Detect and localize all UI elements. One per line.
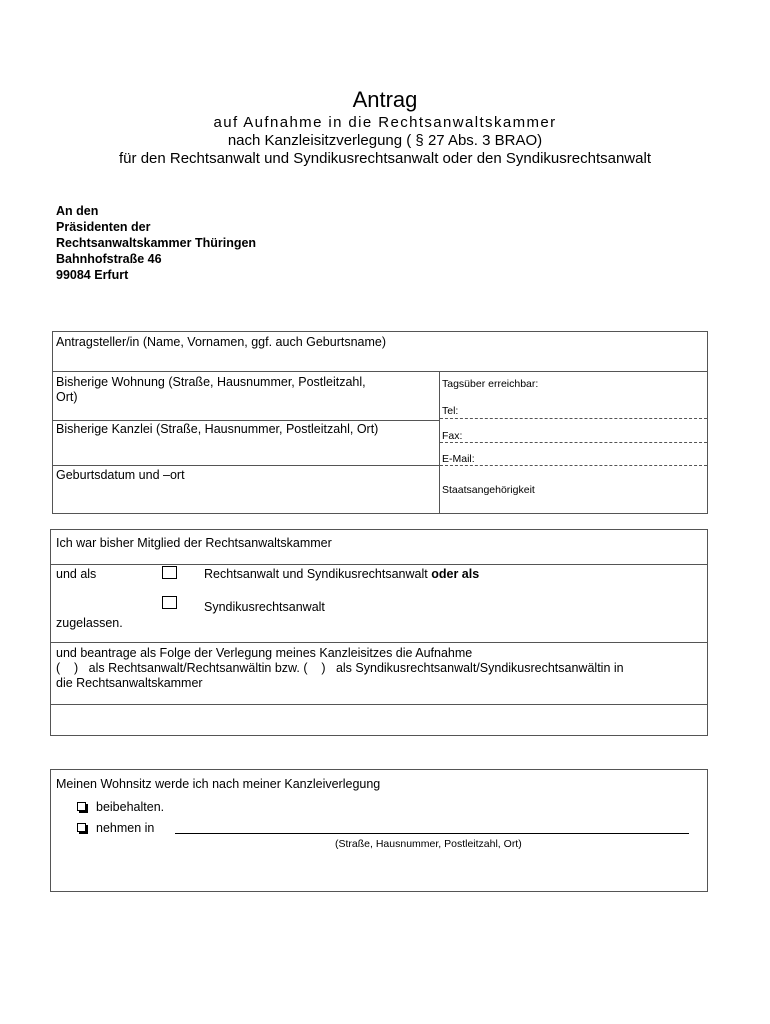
divider xyxy=(53,371,707,372)
divider xyxy=(53,465,440,466)
reachable-label: Tagsüber erreichbar: xyxy=(442,378,539,390)
residence-intro: Meinen Wohnsitz werde ich nach meiner Kanzleiverlegung xyxy=(56,777,381,791)
new-address-field[interactable] xyxy=(175,833,689,834)
application-text-line-2: ( ) als Rechtsanwalt/Rechtsanwältin bzw. ( ) als Syndikusrechtsanwalt/Syndikusrechtsanwältin in xyxy=(56,661,624,675)
residence-label: Bisherige Wohnung (Straße, Hausnummer, Postleitzahl, xyxy=(56,375,366,389)
keep-label: beibehalten. xyxy=(96,800,165,814)
form-subtitle-line-2: nach Kanzleisitzverlegung ( § 27 Abs. 3 BRAO) xyxy=(227,132,543,149)
dotted-line xyxy=(440,442,707,443)
option-syndikus-checkbox[interactable] xyxy=(162,596,177,609)
applicant-table xyxy=(52,331,708,514)
application-text-line-1: und beantrage als Folge der Verlegung meines Kanzleisitzes die Aufnahme xyxy=(56,646,473,660)
dotted-line xyxy=(440,418,707,419)
application-text-line-3: die Rechtsanwaltskammer xyxy=(56,676,203,690)
recipient-line: Bahnhofstraße 46 xyxy=(56,252,162,266)
option-rechtsanwalt-checkbox[interactable] xyxy=(162,566,177,579)
form-title: Antrag xyxy=(352,87,418,112)
applicant-name-label: Antragsteller/in (Name, Vornamen, ggf. auch Geburtsname) xyxy=(56,335,387,349)
dotted-line xyxy=(440,465,707,466)
membership-table xyxy=(50,529,708,736)
recipient-line: Präsidenten der xyxy=(56,220,151,234)
divider xyxy=(53,420,440,421)
previous-membership-label: Ich war bisher Mitglied der Rechtsanwaltskammer xyxy=(56,536,332,550)
take-checkbox[interactable] xyxy=(77,823,86,832)
recipient-line: An den xyxy=(56,204,99,218)
office-label: Bisherige Kanzlei (Straße, Hausnummer, Postleitzahl, Ort) xyxy=(56,422,379,436)
recipient-line: 99084 Erfurt xyxy=(56,268,129,282)
divider xyxy=(51,642,707,643)
take-label: nehmen in xyxy=(96,821,155,835)
divider xyxy=(51,564,707,565)
residence-box xyxy=(50,769,708,892)
admitted-label: zugelassen. xyxy=(56,616,123,630)
form-subtitle-line-3: für den Rechtsanwalt und Syndikusrechtsanwalt oder den Syndikusrechtsanwalt xyxy=(119,150,651,167)
form-subtitle-line-1: auf Aufnahme in die Rechtsanwaltskammer xyxy=(213,114,557,131)
email-label: E-Mail: xyxy=(442,453,475,465)
option-syndikus-label: Syndikusrechtsanwalt xyxy=(204,600,325,614)
nationality-label: Staatsangehörigkeit xyxy=(442,484,535,496)
and-as-label: und als xyxy=(56,567,97,581)
recipient-address xyxy=(56,203,256,283)
birth-label: Geburtsdatum und –ort xyxy=(56,468,185,482)
fax-label: Fax: xyxy=(442,430,463,442)
tel-label: Tel: xyxy=(442,405,459,417)
residence-label-continued: Ort) xyxy=(56,390,78,404)
divider xyxy=(51,704,707,705)
keep-checkbox[interactable] xyxy=(77,802,86,811)
option-rechtsanwalt-label: Rechtsanwalt und Syndikusrechtsanwalt oder als xyxy=(204,567,480,581)
address-hint: (Straße, Hausnummer, Postleitzahl, Ort) xyxy=(335,838,522,850)
recipient-line: Rechtsanwaltskammer Thüringen xyxy=(56,236,257,250)
